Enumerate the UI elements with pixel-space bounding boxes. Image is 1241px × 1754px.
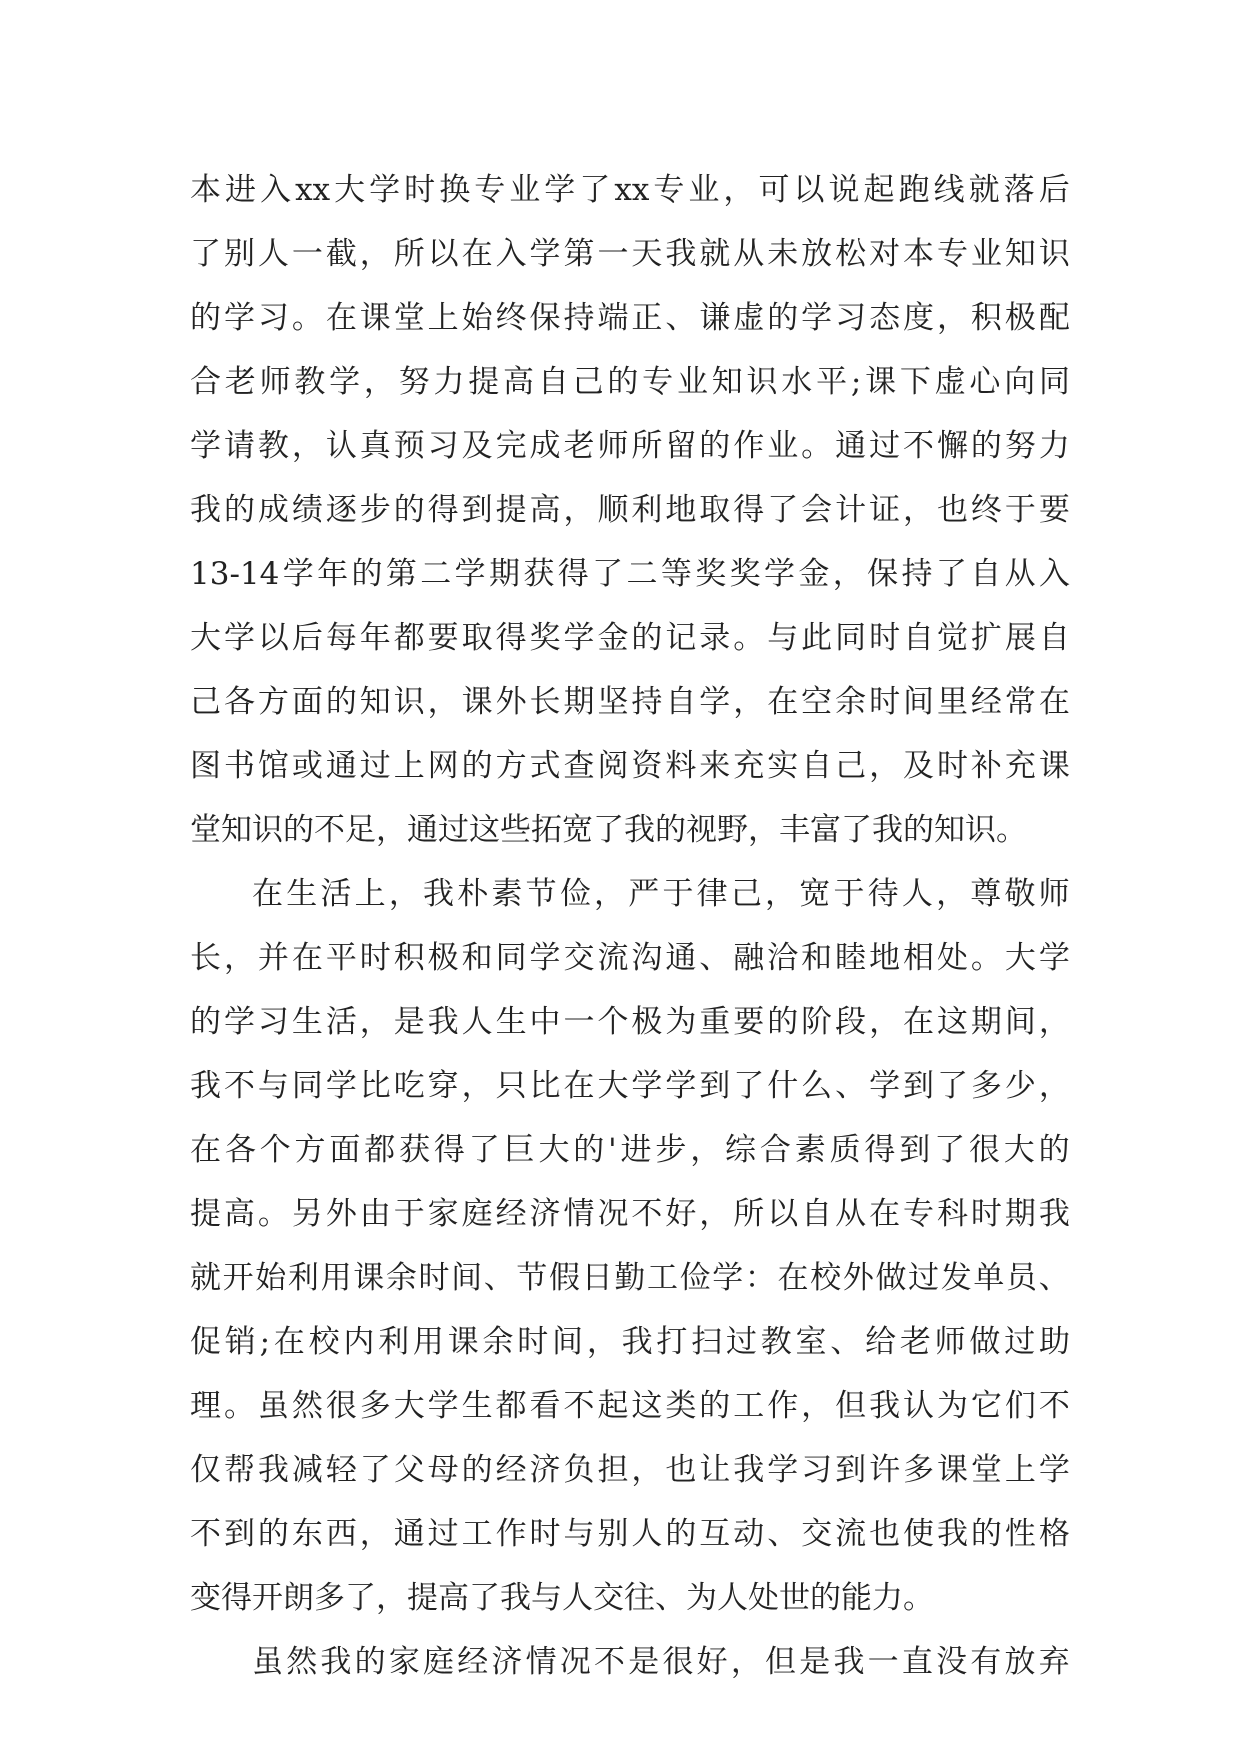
body-text (190, 158, 1070, 1694)
text-line: 在 生 活 上 ， 我 朴 素 节 俭 ， 严 于 律 己 ， 宽 于 待 人 ， 尊 敬 师 (252, 876, 1070, 912)
text-line: 己 各 方 面 的 知 识 ， 课 外 长 期 坚 持 自 学 ， 在 空 余 时 间 里 经 常 在 (190, 684, 1070, 720)
text-line: 大 学 以 后 每 年 都 要 取 得 奖 学 金 的 记 录 。 与 此 同 时 自 觉 扩 展 自 (190, 620, 1070, 656)
text-line: 的 学 习 生 活 ， 是 我 人 生 中 一 个 极 为 重 要 的 阶 段 ， 在 这 期 间 ， (190, 1004, 1070, 1040)
text-line: 我 不 与 同 学 比 吃 穿 ， 只 比 在 大 学 学 到 了 什 么 、 学 到 了 多 少 ， (190, 1068, 1070, 1104)
text-line: 仅 帮 我 减 轻 了 父 母 的 经 济 负 担 ， 也 让 我 学 习 到 许 多 课 堂 上 学 (190, 1452, 1070, 1488)
text-line: 13-14 学 年 的 第 二 学 期 获 得 了 二 等 奖 奖 学 金 ， 保 持 了 自 从 入 (190, 556, 1070, 592)
text-line: 学 请 教 ， 认 真 预 习 及 完 成 老 师 所 留 的 作 业 。 通 过 不 懈 的 努 力 (190, 428, 1070, 464)
text-line: 提 高 。 另 外 由 于 家 庭 经 济 情 况 不 好 ， 所 以 自 从 在 专 科 时 期 我 (190, 1196, 1070, 1232)
text-line: 不 到 的 东 西 ， 通 过 工 作 时 与 别 人 的 互 动 、 交 流 也 使 我 的 性 格 (190, 1516, 1070, 1552)
text-line: 的 学 习 。 在 课 堂 上 始 终 保 持 端 正 、 谦 虚 的 学 习 态 度 ， 积 极 配 (190, 300, 1070, 336)
text-line: 了 别 人 一 截 ， 所 以 在 入 学 第 一 天 我 就 从 未 放 松 对 本 专 业 知 识 (190, 236, 1070, 272)
text-line: 我 的 成 绩 逐 步 的 得 到 提 高 ， 顺 利 地 取 得 了 会 计 证 ， 也 终 于 要 (190, 492, 1070, 528)
text-line: 本 进 入 xx 大 学 时 换 专 业 学 了 xx 专 业 ， 可 以 说 起 跑 线 就 落 后 (190, 172, 1070, 208)
text-line: 变得开朗多了，提高了我与人交往、为人处世的能力。 (190, 1580, 934, 1616)
text-line: 理 。 虽 然 很 多 大 学 生 都 看 不 起 这 类 的 工 作 ， 但 我 认 为 它 们 不 (190, 1388, 1070, 1424)
text-line: 长 ， 并 在 平 时 积 极 和 同 学 交 流 沟 通 、 融 洽 和 睦 地 相 处 。 大 学 (190, 940, 1070, 976)
text-line: 图 书 馆 或 通 过 上 网 的 方 式 查 阅 资 料 来 充 实 自 己 ， 及 时 补 充 课 (190, 748, 1070, 784)
text-line: 促 销 ; 在 校 内 利 用 课 余 时 间 ， 我 打 扫 过 教 室 、 给 老 师 做 过 助 (190, 1324, 1070, 1360)
text-line: 虽 然 我 的 家 庭 经 济 情 况 不 是 很 好 ， 但 是 我 一 直 没 有 放 弃 (252, 1644, 1070, 1680)
text-line: 就 开 始 利 用 课 余 时 间 、 节 假 日 勤 工 俭 学 ： 在 校 外 做 过 发 单 员 、 (190, 1260, 1070, 1296)
text-line: 堂知识的不足，通过这些拓宽了我的视野，丰富了我的知识。 (190, 812, 1027, 848)
text-line: 在 各 个 方 面 都 获 得 了 巨 大 的 ' 进 步 ， 综 合 素 质 得 到 了 很 大 的 (190, 1132, 1070, 1168)
text-line: 合 老 师 教 学 ， 努 力 提 高 自 己 的 专 业 知 识 水 平 ; 课 下 虚 心 向 同 (190, 364, 1070, 400)
